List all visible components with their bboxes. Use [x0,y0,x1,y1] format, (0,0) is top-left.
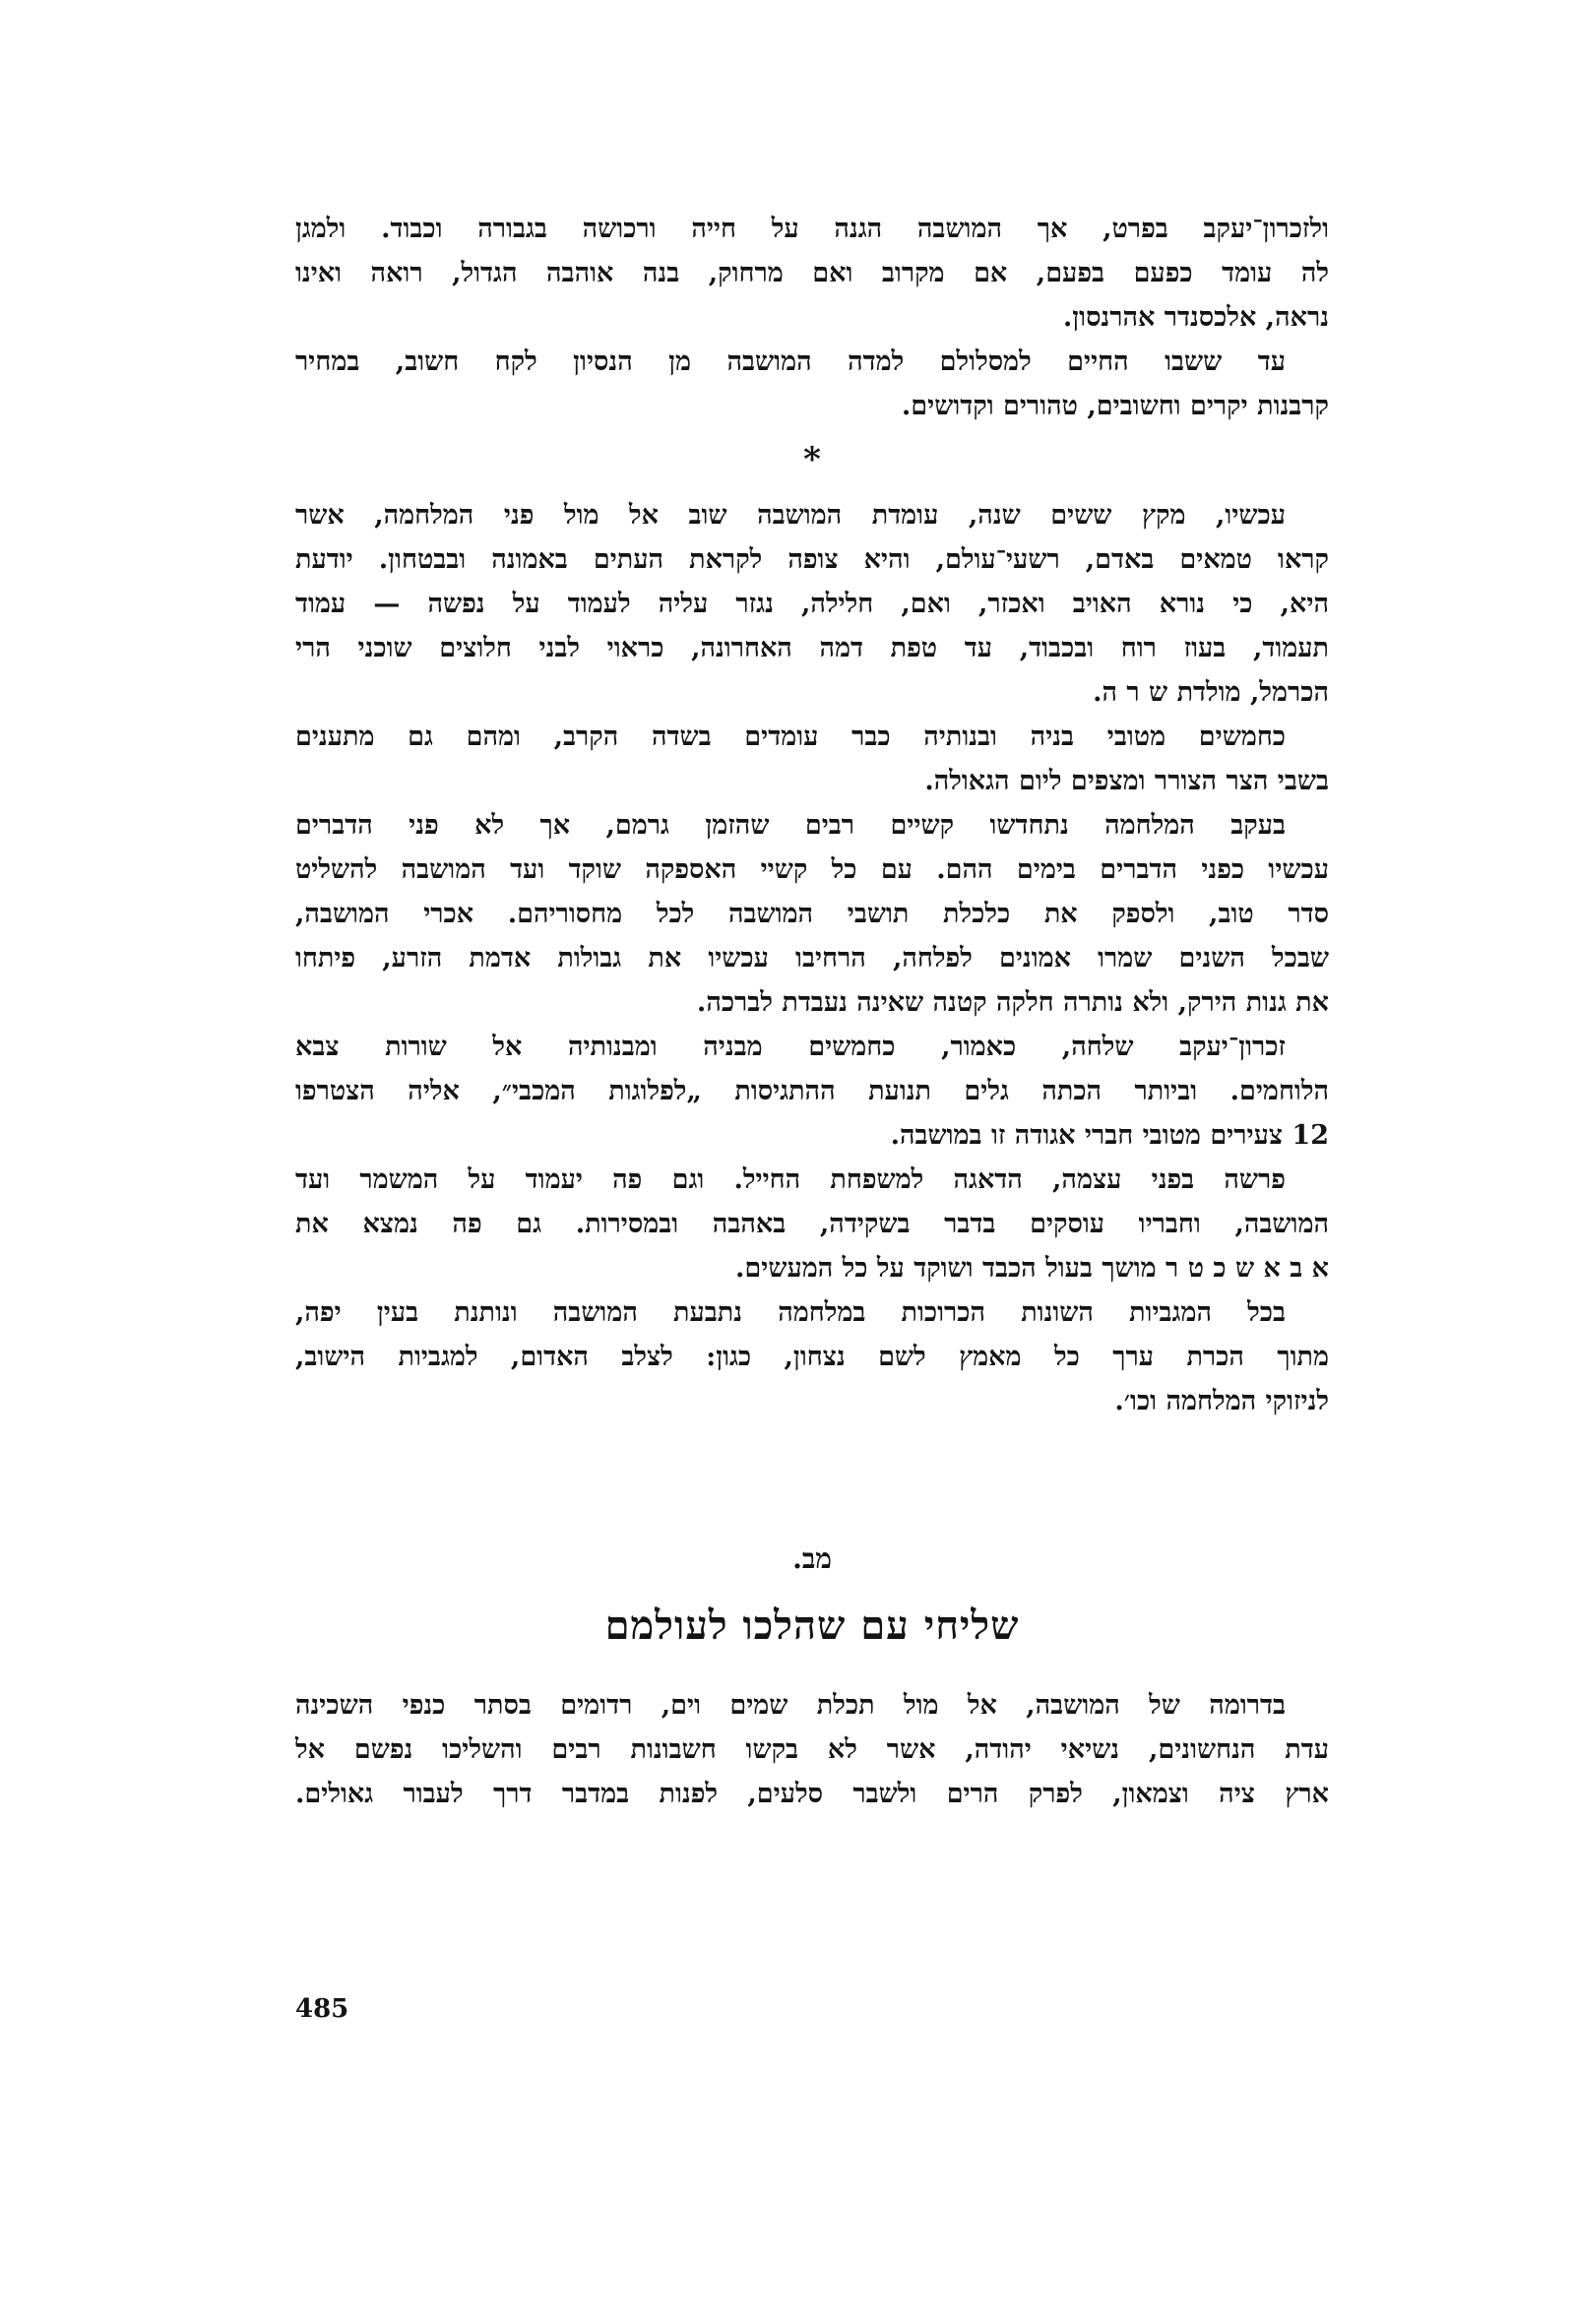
text-line: בדרומה של המושבה, אל מול תכלת שמים וים, רדומים בסתר כנפי השכינה [295,1690,1286,1721]
chapter-number: מב. [792,1542,832,1575]
text-line: קרבנות יקרים וחשובים, טהורים וקדושים. [901,391,1329,421]
text-line: 12 צעירים מטובי חברי אגודה זו במושבה. [890,1120,1329,1151]
paragraph [295,1290,1329,1423]
text-line: קראו טמאים באדם, רשעי־עולם, והיא צופה לקראת העתים באמונה ובבטחון. יודעת [295,544,1329,575]
paragraph [295,493,1329,715]
text-line: תעמוד, בעוז רוח ובכבוד, עד טפת דמה האחרונה, כראוי לבני חלוצים שוכני הרי [295,633,1329,663]
text-line: בכל המגביות השונות הכרוכות במלחמה נתבעת המושבה ונותנת בעין יפה, [295,1297,1286,1328]
text-line: נראה, אלכסנדר אהרנסון. [1062,302,1329,333]
text-line: את גנות הירק, ולא נותרה חלקה קטנה שאינה נעבדת לברכה. [696,987,1329,1018]
book-page [295,207,1329,1816]
text-line: בשבי הצר הצורר ומצפים ליום הגאולה. [924,766,1329,796]
paragraph [295,803,1329,1025]
text-line: היא, כי נורא האויב ואכזר, ואם, חלילה, נגזר עליה לעמוד על נפשה — עמוד [295,589,1329,619]
text-line: הכרמל, מולדת ש ר ה. [1093,677,1329,708]
text-line: המושבה, וחבריו עוסקים בדבר בשקידה, באהבה ובמסירות. גם פה נמצא את [295,1209,1329,1239]
paragraph [295,340,1329,428]
text-line: עכשיו, מקץ ששים שנה, עומדת המושבה שוב אל מול פני המלחמה, אשר [295,500,1286,531]
text-line: שבכל השנים שמרו אמונים לפלחה, הרחיבו עכשיו את גבולות אדמת הזרע, פיתחו [295,943,1329,974]
text-line: עכשיו כפני הדברים בימים ההם. עם כל קשיי האספקה שוקד ועד המושבה להשליט [295,854,1329,885]
text-line: פרשה בפני עצמה, הדאגה למשפחת החייל. וגם פה יעמוד על המשמר ועד [295,1164,1286,1195]
text-line: בעקב המלחמה נתחדשו קשיים רבים שהזמן גרמם, אך לא פני הדברים [295,810,1286,841]
text-line: לניזוקי המלחמה וכו׳. [1114,1386,1329,1416]
text-line: ארץ ציה וצמאון, לפרק הרים ולשבר סלעים, לפנות במדבר דרך לעבור גאולים. [295,1779,1329,1809]
text-line: זכרון־יעקב שלחה, כאמור, כחמשים מבניה ומבנותיה אל שורות צבא [295,1032,1286,1062]
text-line: כחמשים מטובי בניה ובנותיה כבר עומדים בשדה הקרב, ומהם גם מתענים [295,722,1286,752]
page-number: 485 [295,1994,349,2024]
text-line: הלוחמים. וביותר הכתה גלים תנועת ההתגיסות „לפלוגות המכבי״, אליה הצטרפו [295,1076,1329,1106]
text-line: א ב א ש כ ט ר מושך בעול הכבד ושוקד על כל המעשים. [735,1253,1329,1284]
paragraph [295,1158,1329,1290]
text-line: עדת הנחשונים, נשיאי יהודה, אשר לא בקשו חשבונות רבים והשליכו נפשם אל [295,1734,1329,1765]
text-line: לה עומד כפעם בפעם, אם מקרוב ואם מרחוק, בנה אוהבה הגדול, רואה ואינו [295,258,1329,288]
text-line: ולזכרון־יעקב בפרט, אך המושבה הגנה על חייה ורכושה בגבורה וכבוד. ולמגן [295,214,1329,244]
paragraph [295,715,1329,803]
text-line: עד ששבו החיים למסלולם למדה המושבה מן הנסיון לקח חשוב, במחיר [295,346,1286,377]
chapter-title: שליחי עם שהלכו לעולמם [604,1602,1020,1649]
text-line: מתוך הכרת ערך כל מאמץ לשם נצחון, כגון: לצלב האדום, למגביות הישוב, [295,1342,1329,1372]
text-line: סדר טוב, ולספק את כלכלת תושבי המושבה לכל מחסוריהם. אכרי המושבה, [295,899,1329,929]
paragraph [295,207,1329,340]
section-separator: * [803,440,821,479]
paragraph [295,1683,1329,1816]
paragraph [295,1025,1329,1158]
